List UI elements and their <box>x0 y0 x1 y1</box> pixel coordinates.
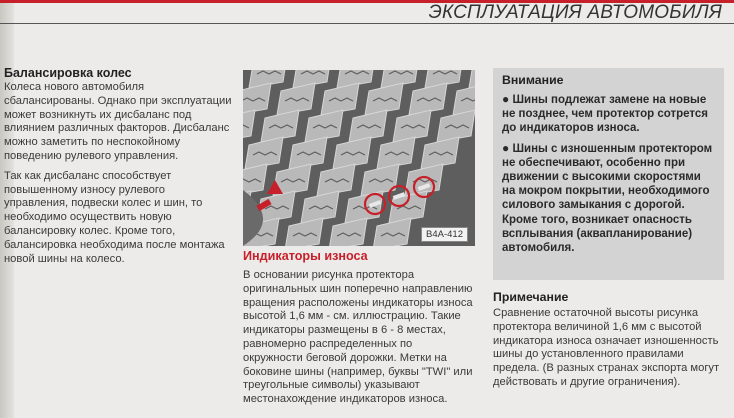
note-section <box>493 290 724 390</box>
warning-title: Внимание <box>502 73 564 87</box>
note-paragraph: Сравнение остаточной высоты рисунка протектора величиной 1,6 мм с высотой индикатора износа означает изношенность шины до установленного правилами предела. (В разных странах экспорта могут действовать и другие ограничения). <box>493 307 720 388</box>
wear-indicators-paragraph: В основании рисунка протектора оригинальных шин поперечно направлению вращения расположены индикаторы износа высотой 1,6 мм - см. иллюстрацию. Такие индикаторы размещены в 6 - 8 местах, равномерно распределенных по окружности беговой дорожки. Метки на боковине шины (например, буквы "TWI" или треугольные символы) указывают местонахождение индикаторов износа. <box>243 269 473 406</box>
balancing-title: Балансировка колес <box>4 66 132 80</box>
balancing-section <box>4 66 232 272</box>
warning-box <box>493 68 724 280</box>
balancing-paragraph-2: Так как дисбаланс способствует повышенному износу рулевого управления, подвески колес и шин, то необходимо осуществить новую балансировку колес. Кроме того, балансировка необходима после монтажа новой шины на колесо. <box>4 169 225 265</box>
warning-item-2-text: Шины с изношенным протектором не обеспечивают, особенно при движении с высокими скоростями на мокром покрытии, необходимого силового замыкания с дорогой. Кроме того, возникает опасность всплывания (аквапланирование) автомобиля. <box>502 142 713 255</box>
wear-indicators-title: Индикаторы износа <box>243 249 368 263</box>
tire-tread-illustration <box>243 70 475 246</box>
wear-indicators-section <box>243 249 475 407</box>
bullet-icon: ● <box>502 92 510 106</box>
section-title: ЭКСПЛУАТАЦИЯ АВТОМОБИЛЯ <box>428 2 722 23</box>
warning-item-1 <box>502 92 717 136</box>
header-rule <box>0 23 734 24</box>
bullet-icon: ● <box>502 140 510 155</box>
balancing-paragraph-1: Колеса нового автомобиля сбалансированы. Однако при эксплуатации может возникнуть их дисбаланс под влиянием различных факторов. Дисбаланс можно заметить по неспокойному поведению рулевого управления. <box>4 81 232 162</box>
warning-item-2 <box>502 141 717 256</box>
warning-item-1-text: Шины подлежат замене на новые не позднее, чем протектор сотрется до индикаторов износа. <box>502 94 708 135</box>
figure-code: B4A-412 <box>421 227 468 242</box>
note-title: Примечание <box>493 290 569 304</box>
tread-drawing <box>243 70 475 246</box>
